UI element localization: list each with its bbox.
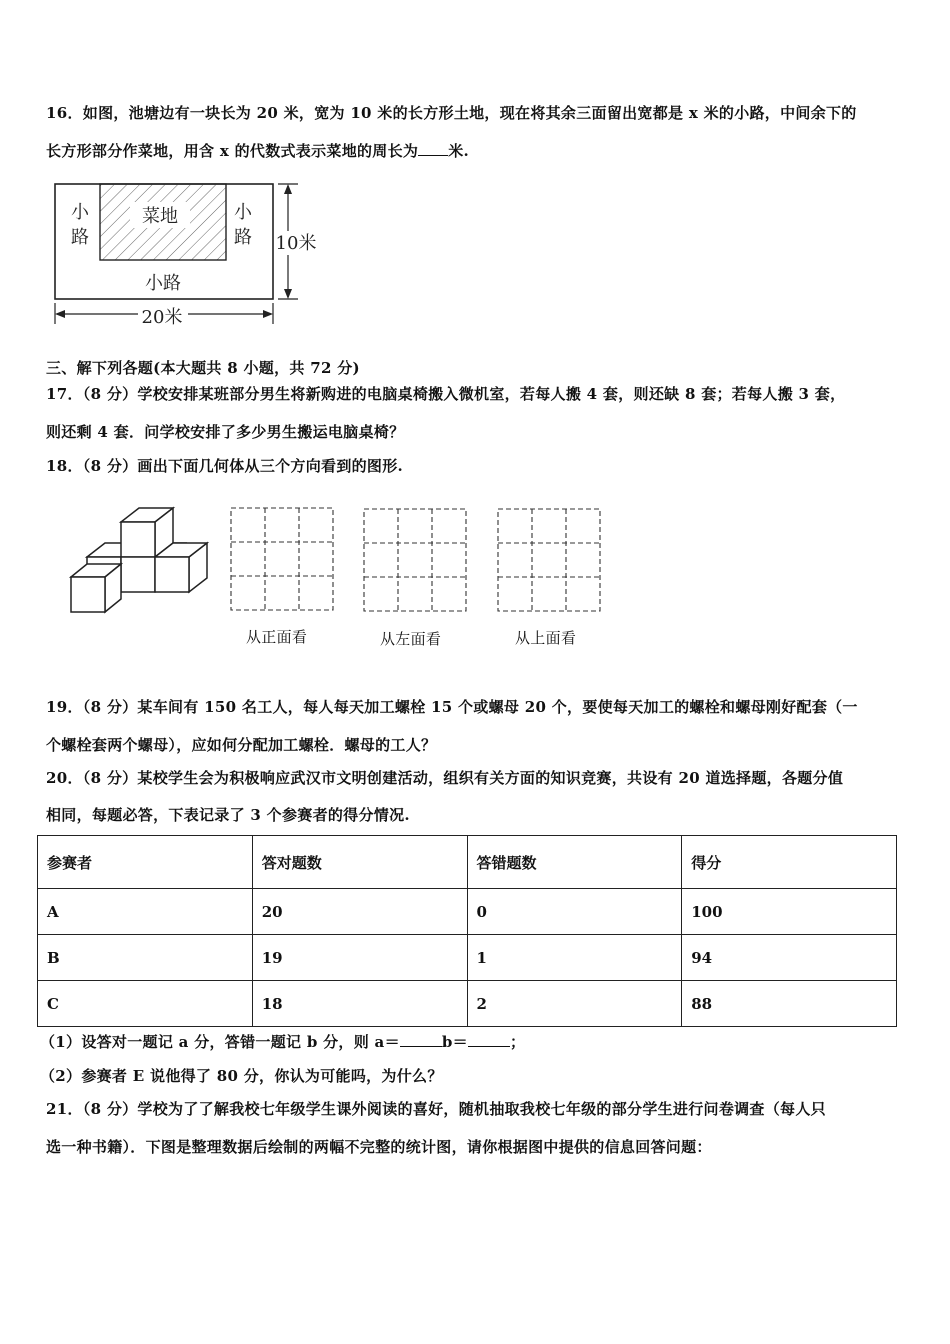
q21-line2: 选一种书籍）．下图是整理数据后绘制的两幅不完整的统计图，请你根据图中提供的信息回答问题：: [46, 1138, 712, 1156]
table-cell: 88: [682, 981, 897, 1027]
height-dimension-label: 10米: [275, 233, 317, 254]
caption-left-view: 从左面看: [380, 630, 442, 648]
table-row: [38, 935, 897, 981]
road-left-label-1: 小: [71, 202, 89, 223]
q20-line1: 20．（8 分）某校学生会为积极响应武汉市文明创建活动，组织有关方面的知识竞赛，共设有 20 道选择题，各题分值: [46, 769, 844, 787]
q19-line2: 个螺栓套两个螺母），应如何分配加工螺栓．螺母的工人？: [46, 736, 437, 754]
q16-field-diagram: [46, 176, 336, 332]
caption-front-view: 从正面看: [246, 628, 308, 646]
field-label: 菜地: [142, 206, 178, 227]
table-cell: 94: [682, 935, 897, 981]
table-cell: 100: [682, 889, 897, 935]
q16-answer-blank: [418, 141, 448, 156]
front-view-grid: [230, 507, 334, 611]
table-cell: A: [38, 889, 253, 935]
q20-sub1-text-c: ；: [509, 1033, 526, 1051]
answer-blank-a: [400, 1032, 442, 1047]
width-dimension-label: 20米: [141, 307, 183, 328]
section-3-heading: 三、解下列各题(本大题共 8 小题，共 72 分): [46, 359, 360, 377]
q18-cube-solid: [68, 505, 213, 617]
q20-sub1-text-a: （1）设答对一题记 a 分，答错一题记 b 分，则 a＝: [40, 1033, 400, 1051]
top-view-grid: [497, 508, 601, 612]
q21-line1: 21．（8 分）学校为了了解我校七年级学生课外阅读的喜好，随机抽取我校七年级的部分学生进行问卷调查（每人只: [46, 1100, 826, 1118]
q16-line2-unit: 米.: [448, 142, 470, 160]
table-cell: B: [38, 935, 253, 981]
table-cell: 1: [467, 935, 682, 981]
header-cell: 答对题数: [252, 836, 467, 889]
header-cell: 参赛者: [38, 836, 253, 889]
q17-line1: 17．（8 分）学校安排某班部分男生将新购进的电脑桌椅搬入微机室，若每人搬 4 套，则还缺 8 套；若每人搬 3 套，: [46, 385, 846, 403]
left-view-grid: [363, 508, 467, 612]
header-cell: 得分: [682, 836, 897, 889]
table-header-row: [38, 836, 897, 889]
table-row: [38, 981, 897, 1027]
table-cell: 2: [467, 981, 682, 1027]
table-cell: 0: [467, 889, 682, 935]
table-cell: 18: [252, 981, 467, 1027]
table-cell: 19: [252, 935, 467, 981]
score-table: [37, 835, 897, 1027]
q17-line2: 则还剩 4 套．问学校安排了多少男生搬运电脑桌椅？: [46, 423, 405, 441]
q16-line2: [46, 140, 469, 161]
q20-sub1-text-b: b＝: [441, 1033, 468, 1051]
q16-line1: 16．如图，池塘边有一块长为 20 米，宽为 10 米的长方形土地，现在将其余三面留出宽都是 x 米的小路，中间余下的: [46, 104, 857, 122]
header-cell: 答错题数: [467, 836, 682, 889]
road-right-label-2: 路: [234, 227, 252, 248]
q20-sub1: [40, 1031, 525, 1052]
answer-blank-b: [468, 1032, 510, 1047]
table-cell: C: [38, 981, 253, 1027]
road-left-label-2: 路: [71, 227, 89, 248]
q20-line2: 相同，每题必答，下表记录了 3 个参赛者的得分情况.: [46, 806, 410, 824]
q16-line2-text: 长方形部分作菜地，用含 x 的代数式表示菜地的周长为: [46, 142, 419, 160]
table-row: [38, 889, 897, 935]
table-cell: 20: [252, 889, 467, 935]
q19-line1: 19．（8 分）某车间有 150 名工人，每人每天加工螺栓 15 个或螺母 20 个，要使每天加工的螺栓和螺母刚好配套（一: [46, 698, 858, 716]
q18-line1: 18．（8 分）画出下面几何体从三个方向看到的图形.: [46, 457, 404, 475]
caption-top-view: 从上面看: [515, 629, 577, 647]
road-right-label-1: 小: [234, 202, 252, 223]
road-bottom-label: 小路: [145, 273, 181, 294]
q20-sub2: （2）参赛者 E 说他得了 80 分，你认为可能吗，为什么？: [40, 1067, 443, 1085]
